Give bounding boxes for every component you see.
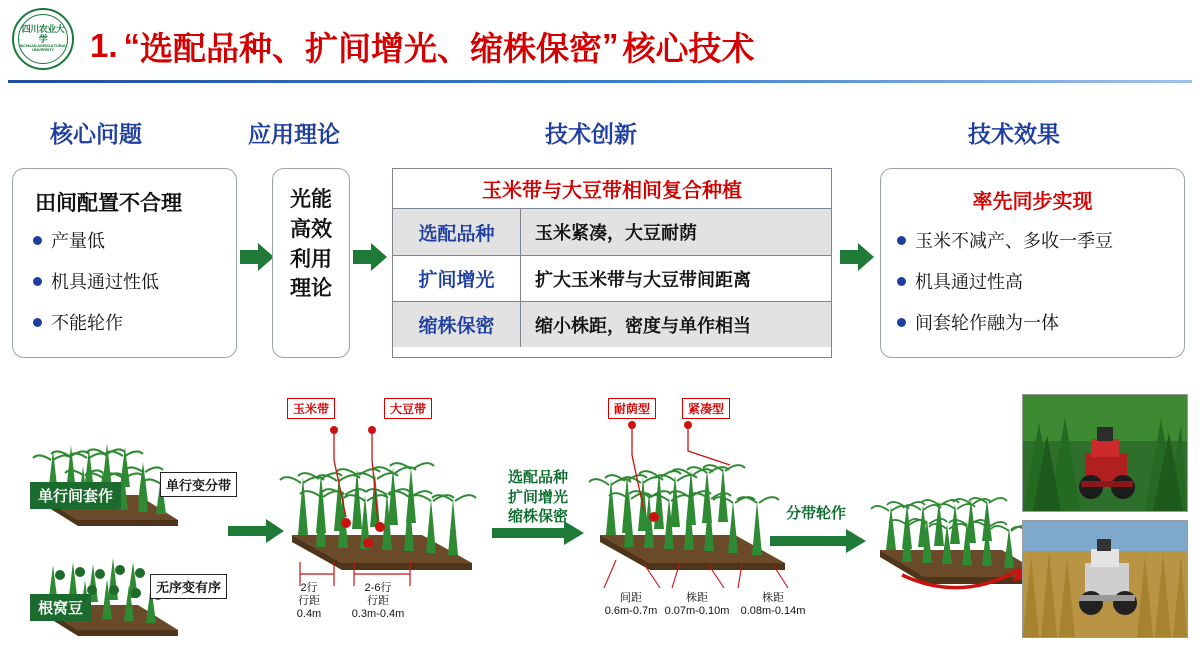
- table-row: [393, 255, 831, 301]
- stage2-band-soy-label: 大豆带: [384, 398, 432, 419]
- core-problem-title: 田间配置不合理: [35, 192, 182, 215]
- stage2-dim-left-l3: 0.4m: [296, 608, 322, 621]
- stage3-dim-1-l2: 0.6m-0.7m: [604, 605, 658, 618]
- column-heading-core-problem: 核心问题: [50, 121, 142, 147]
- figure-arrow-3-icon: [770, 528, 866, 554]
- stage1-note-top: 单行变分带: [160, 472, 237, 497]
- bullet-dot-icon: [33, 318, 42, 327]
- arrow-right-icon-2: [353, 240, 387, 274]
- list-item: [33, 309, 159, 335]
- logo-cn-text: 四川农业大学: [21, 24, 65, 44]
- table-cell-key: 选配品种: [393, 209, 521, 255]
- theory-line-4: 理论: [290, 277, 332, 301]
- figure-note-line-3: 缩株保密: [507, 508, 568, 525]
- list-item: [897, 227, 1113, 253]
- arrow-right-icon-1: [240, 240, 274, 274]
- table-cell-key: 缩株保密: [393, 302, 521, 347]
- innovation-table-header: 玉米带与大豆带相间复合种植: [393, 169, 831, 209]
- stage2-dim-right-l3: 0.3m-0.4m: [351, 608, 405, 621]
- list-item-label: 不能轮作: [51, 313, 123, 333]
- stage2-dim-left-l1: 2行: [300, 582, 318, 594]
- figure-note-line-1: 选配品种: [507, 469, 568, 486]
- table-cell-value: 缩小株距，密度与单作相当: [521, 302, 831, 347]
- list-item-label: 玉米不减产、多收一季豆: [915, 231, 1113, 251]
- effect-box: [880, 168, 1185, 358]
- table-cell-value: 玉米紧凑，大豆耐荫: [521, 209, 831, 255]
- list-item-label: 产量低: [51, 231, 105, 251]
- title-suffix: 核心技术: [622, 29, 755, 67]
- stage2-dim-right: [336, 582, 420, 622]
- page-title: [90, 18, 1190, 74]
- list-item: [33, 227, 159, 253]
- core-problem-list: [33, 227, 159, 350]
- photo-corn-field-machine: [1022, 394, 1188, 512]
- title-number: 1.: [90, 27, 118, 64]
- effect-title: 率先同步实现: [972, 191, 1093, 213]
- stage3-dim-3-l2: 0.08m-0.14m: [740, 605, 806, 618]
- list-item-label: 机具通过性高: [915, 272, 1023, 292]
- stage3-tag-compact: 紧凑型: [682, 398, 730, 419]
- table-row: [393, 209, 831, 255]
- stage1-bottom-label: 根窝豆: [30, 594, 91, 621]
- stage2-dim-left: [282, 582, 336, 622]
- theory-line-2: 高效: [290, 217, 332, 241]
- bullet-dot-icon: [897, 236, 906, 245]
- stage2-plot-illustration: [272, 405, 492, 580]
- theory-line-1: 光能: [290, 188, 332, 211]
- logo-en-text: SICHUAN AGRICULTURAL UNIVERSITY: [19, 43, 67, 53]
- stage3-dim-1-l1: 间距: [620, 592, 642, 604]
- bullet-dot-icon: [897, 318, 906, 327]
- theory-text: [273, 185, 349, 304]
- figure-arrow-2-icon: [492, 520, 584, 546]
- table-cell-key: 扩间增光: [393, 256, 521, 301]
- stage2-band-corn-label: 玉米带: [287, 398, 335, 419]
- table-row: [393, 301, 831, 347]
- stage3-dim-3: [736, 592, 810, 618]
- title-quote-close: ”: [602, 27, 619, 64]
- figure-note-rotation: 分带轮作: [785, 505, 846, 522]
- figure-note-line-2: 扩间增光: [507, 488, 568, 506]
- list-item-label: 机具通过性低: [51, 272, 159, 292]
- university-logo: [12, 8, 74, 70]
- stage3-tag-shade-tolerant: 耐荫型: [608, 398, 656, 419]
- stage2-dim-left-l2: 行距: [298, 595, 320, 608]
- figure-note-technique: [492, 468, 584, 527]
- header-divider: [8, 80, 1192, 83]
- table-cell-value: 扩大玉米带与大豆带间距离: [535, 269, 751, 290]
- effect-list: [897, 227, 1113, 350]
- list-item: [33, 268, 159, 294]
- title-quote-open: “: [123, 27, 141, 64]
- stage3-dim-1: [600, 592, 662, 618]
- column-heading-innovation: 技术创新: [545, 121, 637, 147]
- stage3-dim-2-l1: 株距: [686, 592, 708, 604]
- stage3-dim-3-l1: 株距: [762, 592, 784, 604]
- bullet-dot-icon: [33, 236, 42, 245]
- list-item: [897, 309, 1113, 335]
- column-heading-effect: 技术效果: [968, 121, 1060, 147]
- list-item: [897, 268, 1113, 294]
- stage1-note-bottom: 无序变有序: [150, 574, 227, 599]
- core-problem-box: [12, 168, 237, 358]
- innovation-table: [392, 168, 832, 358]
- stage2-dim-right-l1: 2-6行: [364, 582, 392, 594]
- stage1-top-label: 单行间套作: [30, 482, 121, 509]
- photo-harvester: [1022, 520, 1188, 638]
- list-item-label: 间套轮作融为一体: [915, 313, 1059, 333]
- title-main-text: 选配品种、扩间增光、缩株保密: [140, 29, 603, 67]
- bullet-dot-icon: [897, 277, 906, 286]
- column-heading-theory: 应用理论: [248, 121, 340, 147]
- arrow-right-icon-3: [840, 240, 874, 274]
- stage2-dim-right-l2: 行距: [367, 595, 389, 608]
- stage3-dim-2: [660, 592, 734, 618]
- bullet-dot-icon: [33, 277, 42, 286]
- theory-line-3: 利用: [290, 247, 332, 271]
- stage3-dim-2-l2: 0.07m-0.10m: [664, 605, 730, 618]
- theory-box: [272, 168, 350, 358]
